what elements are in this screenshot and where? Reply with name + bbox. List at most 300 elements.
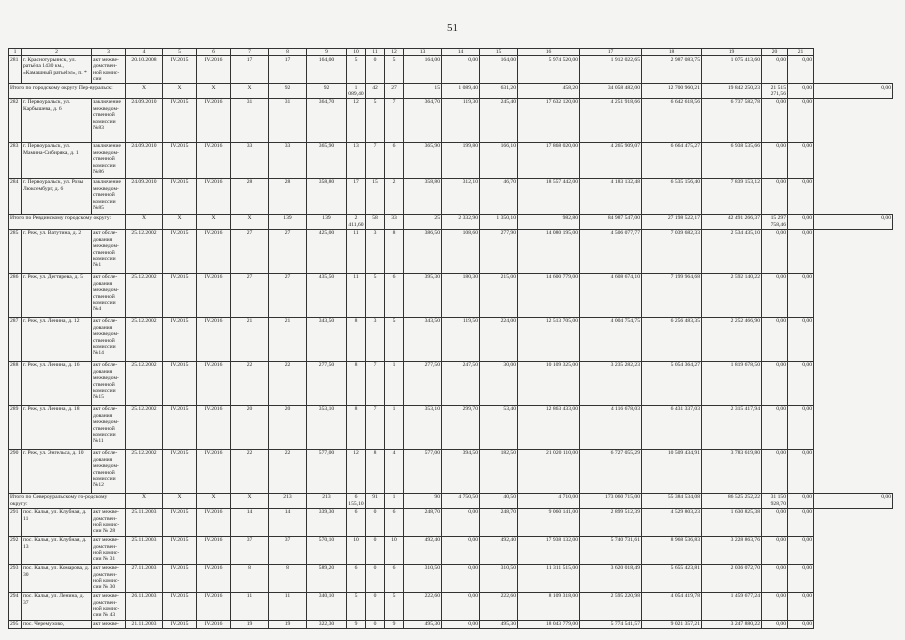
- table-cell: 5 974 520,00: [518, 56, 580, 84]
- table-cell: 277,90: [480, 229, 518, 273]
- table-cell: 31: [269, 98, 307, 142]
- table-cell: 12 700 960,21: [642, 84, 702, 99]
- table-cell: 28: [231, 178, 269, 214]
- table-row: [9, 56, 893, 84]
- table-cell: 6 664 475,27: [642, 142, 702, 178]
- table-row: [9, 508, 893, 536]
- row-number: 294: [9, 592, 22, 620]
- table-cell: 0,00: [788, 84, 814, 99]
- table-cell: 11 311 515,00: [518, 564, 580, 592]
- table-cell: 358,80: [404, 178, 442, 214]
- table-cell: 589,20: [307, 564, 347, 592]
- table-cell: 27: [269, 273, 307, 317]
- table-cell: IV.2015: [163, 56, 197, 84]
- table-cell: 222,60: [404, 592, 442, 620]
- row-number: 287: [9, 317, 22, 361]
- table-cell: X: [197, 84, 231, 99]
- table-cell: 17 868 020,00: [518, 142, 580, 178]
- table-cell: 1: [385, 493, 404, 508]
- table-cell: 25.11.2003: [126, 536, 163, 564]
- table-cell: X: [197, 493, 231, 508]
- table-cell: 4 710,00: [518, 493, 580, 508]
- table-cell: 577,00: [404, 449, 442, 493]
- table-cell: IV.2015: [163, 449, 197, 493]
- table-cell: 0,00: [814, 214, 893, 229]
- table-cell: акт обсле-дования межведом-ственной комиссии №4: [92, 273, 126, 317]
- table-cell: IV.2015: [163, 229, 197, 273]
- table-cell: 310,50: [480, 564, 518, 592]
- table-cell: 182,50: [480, 449, 518, 493]
- table-cell: IV.2016: [197, 229, 231, 273]
- table-cell: акт межве-домствен-ной комис-сии № 31: [92, 536, 126, 564]
- table-cell: 0,00: [788, 273, 814, 317]
- table-cell: IV.2016: [197, 273, 231, 317]
- table-cell: 55 384 534,08: [642, 493, 702, 508]
- row-number: 290: [9, 449, 22, 493]
- table-cell: 3 228 863,76: [702, 536, 762, 564]
- table-cell: 394,50: [442, 449, 480, 493]
- table-cell: 40,50: [480, 493, 518, 508]
- table-cell: 0: [366, 536, 385, 564]
- table-cell: 0,00: [788, 317, 814, 361]
- table-cell: 0,00: [762, 361, 788, 405]
- table-cell: 0,00: [762, 98, 788, 142]
- table-cell: 247,50: [442, 361, 480, 405]
- table-cell: 15: [366, 178, 385, 214]
- table-cell: 6 535 156,40: [642, 178, 702, 214]
- row-number: 295: [9, 620, 22, 628]
- table-cell: 0,00: [788, 508, 814, 536]
- table-cell: 1 350,10: [480, 214, 518, 229]
- table-cell: 8: [231, 564, 269, 592]
- table-cell: 11: [231, 592, 269, 620]
- table-cell: 6 642 618,56: [642, 98, 702, 142]
- header-row: [9, 49, 893, 56]
- column-number-header: 14: [442, 49, 480, 56]
- row-number: 291: [9, 508, 22, 536]
- table-cell: 364,70: [404, 98, 442, 142]
- table-cell: 8: [347, 361, 366, 405]
- table-row: [9, 98, 893, 142]
- table-cell: 1 630 825,38: [702, 508, 762, 536]
- table-cell: IV.2015: [163, 405, 197, 449]
- table-cell: IV.2015: [163, 361, 197, 405]
- table-cell: акт межве-: [92, 620, 126, 628]
- table-cell: заключение межведом-ственной комиссии №86: [92, 142, 126, 178]
- table-cell: 322,30: [307, 620, 347, 628]
- table-cell: 20: [231, 405, 269, 449]
- table-cell: 46,70: [480, 178, 518, 214]
- table-cell: 24.09.2010: [126, 142, 163, 178]
- data-table: [8, 48, 893, 629]
- column-number-header: 2: [22, 49, 92, 56]
- table-cell: 0,00: [762, 564, 788, 592]
- table-cell: 365,90: [404, 142, 442, 178]
- table-cell: IV.2016: [197, 536, 231, 564]
- table-cell: IV.2016: [197, 564, 231, 592]
- table-cell: 5 655 423,81: [642, 564, 702, 592]
- table-cell: IV.2015: [163, 592, 197, 620]
- table-cell: 0: [366, 564, 385, 592]
- table-cell: 5: [347, 56, 366, 84]
- table-cell: акт обсле-дования межведом-ственной комиссии №11: [92, 405, 126, 449]
- table-cell: 0,00: [442, 592, 480, 620]
- table-cell: 20: [269, 405, 307, 449]
- address-cell: г. Реж, ул. Энгельса, д. 10: [22, 449, 92, 493]
- address-cell: г. Краснотурьинск, ул. ратьёла 1430 км., «Камашный ратьеlэл», п. *: [22, 56, 92, 84]
- table-cell: 180,30: [442, 273, 480, 317]
- table-cell: 22: [231, 361, 269, 405]
- table-cell: 84 987 547,00: [580, 214, 642, 229]
- table-cell: 30,00: [480, 361, 518, 405]
- column-number-header: 20: [762, 49, 788, 56]
- subtotal-row: [9, 493, 893, 508]
- table-cell: 435,50: [307, 273, 347, 317]
- table-cell: IV.2016: [197, 405, 231, 449]
- table-cell: 27: [385, 84, 404, 99]
- table-cell: 15: [404, 84, 442, 99]
- table-cell: 277,50: [307, 361, 347, 405]
- table-cell: 0,00: [788, 564, 814, 592]
- table-cell: 21.11.2003: [126, 620, 163, 628]
- table-cell: 9: [385, 620, 404, 628]
- table-row: [9, 361, 893, 405]
- table-cell: акт межве-домствен-ной комис-сии № 28: [92, 508, 126, 536]
- table-cell: IV.2016: [197, 508, 231, 536]
- table-cell: 108,60: [442, 229, 480, 273]
- table-cell: 7 039 682,33: [642, 229, 702, 273]
- table-cell: 3 247 880,22: [702, 620, 762, 628]
- table-cell: 6: [347, 564, 366, 592]
- table-row: [9, 142, 893, 178]
- table-cell: 27: [269, 229, 307, 273]
- table-cell: IV.2015: [163, 508, 197, 536]
- table-cell: 5: [366, 98, 385, 142]
- table-cell: 5: [385, 56, 404, 84]
- table-cell: 11: [347, 229, 366, 273]
- table-cell: 4 054 419,78: [642, 592, 702, 620]
- address-cell: пос. Черемухово,: [22, 620, 92, 628]
- column-number-header: 6: [197, 49, 231, 56]
- table-cell: 6: [385, 508, 404, 536]
- table-cell: 15 297 758,46: [762, 214, 788, 229]
- table-cell: 5: [366, 273, 385, 317]
- table-cell: 0,00: [442, 536, 480, 564]
- table-cell: 492,40: [404, 536, 442, 564]
- table-cell: 34 058 482,00: [580, 84, 642, 99]
- table-cell: 33: [269, 142, 307, 178]
- column-number-header: 18: [642, 49, 702, 56]
- table-cell: 21 515 271,56: [762, 84, 788, 99]
- table-cell: 343,50: [307, 317, 347, 361]
- table-cell: 2 252 466,90: [702, 317, 762, 361]
- table-cell: 11: [269, 592, 307, 620]
- table-cell: 21: [269, 317, 307, 361]
- table-cell: 37: [269, 536, 307, 564]
- table-cell: IV.2016: [197, 317, 231, 361]
- column-number-header: 4: [126, 49, 163, 56]
- table-cell: 1: [385, 405, 404, 449]
- address-cell: г. Реж, ул. Ленина, д. 16: [22, 361, 92, 405]
- table-cell: IV.2016: [197, 98, 231, 142]
- subtotal-row: [9, 214, 893, 229]
- table-row: [9, 564, 893, 592]
- table-cell: 18 557 442,00: [518, 178, 580, 214]
- table-cell: 6 256 483,35: [642, 317, 702, 361]
- table-cell: 37: [231, 536, 269, 564]
- table-cell: 631,20: [480, 84, 518, 99]
- table-cell: 86 525 252,22: [702, 493, 762, 508]
- table-row: [9, 178, 893, 214]
- table-cell: 5: [385, 592, 404, 620]
- table-cell: 9: [347, 620, 366, 628]
- table-cell: 25.12.2002: [126, 361, 163, 405]
- table-cell: 22: [231, 449, 269, 493]
- table-cell: IV.2016: [197, 56, 231, 84]
- table-body: [9, 56, 893, 629]
- table-cell: 8 109 318,00: [518, 592, 580, 620]
- address-cell: пос. Калья, ул. Ленина, д. 37: [22, 592, 92, 620]
- table-cell: 7: [366, 142, 385, 178]
- table-cell: 0,00: [788, 592, 814, 620]
- row-number: 283: [9, 142, 22, 178]
- table-cell: 119,50: [442, 317, 480, 361]
- table-cell: X: [197, 214, 231, 229]
- table-row: [9, 273, 893, 317]
- table-cell: 7: [366, 361, 385, 405]
- row-number: 285: [9, 229, 22, 273]
- table-cell: 12 863 433,00: [518, 405, 580, 449]
- table-cell: IV.2015: [163, 142, 197, 178]
- table-cell: 4 004 754,75: [580, 317, 642, 361]
- table-cell: 365,90: [307, 142, 347, 178]
- table-cell: X: [163, 493, 197, 508]
- table-cell: 11: [347, 273, 366, 317]
- table-row: [9, 405, 893, 449]
- column-number-header: 16: [518, 49, 580, 56]
- table-cell: 248,70: [480, 508, 518, 536]
- table-cell: 570,10: [307, 536, 347, 564]
- table-cell: 25.11.2003: [126, 508, 163, 536]
- table-cell: X: [163, 84, 197, 99]
- table-cell: 5: [385, 317, 404, 361]
- table-cell: 13: [347, 142, 366, 178]
- table-cell: 1 459 677,24: [702, 592, 762, 620]
- table-cell: 10 509 434,91: [642, 449, 702, 493]
- table-cell: 0,00: [788, 361, 814, 405]
- table-cell: 7 199 964,68: [642, 273, 702, 317]
- subtotal-label: Итого по Североуральскому го-родскому округу:: [9, 493, 126, 508]
- table-cell: 3 235 282,23: [580, 361, 642, 405]
- table-cell: 28: [269, 178, 307, 214]
- table-cell: 22: [269, 449, 307, 493]
- table-cell: акт межве-домствен-ной комис-сии № 30: [92, 564, 126, 592]
- subtotal-label: Итого по Ревдинскому городскому округу:: [9, 214, 126, 229]
- table-cell: 0: [366, 56, 385, 84]
- table-cell: 213: [307, 493, 347, 508]
- table-cell: 0,00: [814, 493, 893, 508]
- table-cell: 27: [231, 229, 269, 273]
- table-cell: 0,00: [788, 229, 814, 273]
- address-cell: г. Реж, ул. Дегтярева, д. 5: [22, 273, 92, 317]
- table-cell: 2 987 083,75: [642, 56, 702, 84]
- table-cell: 33: [231, 142, 269, 178]
- table-cell: 2: [385, 178, 404, 214]
- table-cell: 31: [231, 98, 269, 142]
- table-cell: 42: [366, 84, 385, 99]
- table-cell: X: [231, 214, 269, 229]
- table-row: [9, 449, 893, 493]
- table-cell: 42 491 266,37: [702, 214, 762, 229]
- table-cell: 340,10: [307, 592, 347, 620]
- table-cell: 199,80: [442, 142, 480, 178]
- table-cell: 0,00: [762, 592, 788, 620]
- address-cell: г. Реж, ул. Ленина, д. 12: [22, 317, 92, 361]
- table-cell: 425,00: [307, 229, 347, 273]
- table-cell: 4 265 909,07: [580, 142, 642, 178]
- table-cell: IV.2015: [163, 536, 197, 564]
- table-cell: 4 750,50: [442, 493, 480, 508]
- table-cell: 0,00: [814, 84, 893, 99]
- table-cell: X: [163, 214, 197, 229]
- table-cell: 58: [366, 214, 385, 229]
- table-cell: 0,00: [788, 449, 814, 493]
- table-cell: X: [126, 214, 163, 229]
- table-cell: 25.12.2002: [126, 229, 163, 273]
- column-number-header: 12: [385, 49, 404, 56]
- table-cell: 982,80: [518, 214, 580, 229]
- table-cell: 245,40: [480, 98, 518, 142]
- table-cell: 395,30: [404, 273, 442, 317]
- table-cell: 10: [347, 536, 366, 564]
- table-cell: 4 116 678,03: [580, 405, 642, 449]
- table-cell: 8: [347, 405, 366, 449]
- table-cell: X: [126, 84, 163, 99]
- table-cell: 6: [385, 273, 404, 317]
- table-cell: 0,00: [762, 142, 788, 178]
- table-cell: заключение межведом-ственной комиссии №83: [92, 98, 126, 142]
- table-cell: 312,10: [442, 178, 480, 214]
- table-cell: IV.2016: [197, 592, 231, 620]
- table-cell: 17: [347, 178, 366, 214]
- table-cell: 0,00: [762, 317, 788, 361]
- table-cell: 0,00: [762, 620, 788, 628]
- table-cell: 24.09.2010: [126, 178, 163, 214]
- table-cell: 2 332,90: [442, 214, 480, 229]
- table-row: [9, 536, 893, 564]
- row-number: 286: [9, 273, 22, 317]
- table-cell: 0,00: [762, 405, 788, 449]
- table-cell: 224,00: [480, 317, 518, 361]
- table-cell: 91: [366, 493, 385, 508]
- address-cell: г. Реж, ул. Ленина, д. 18: [22, 405, 92, 449]
- column-number-header: 3: [92, 49, 126, 56]
- table-cell: 0,00: [788, 98, 814, 142]
- column-number-header: 15: [480, 49, 518, 56]
- table-cell: 339,30: [307, 508, 347, 536]
- table-cell: 14: [269, 508, 307, 536]
- row-number: 282: [9, 98, 22, 142]
- table-cell: 20.10.2008: [126, 56, 163, 84]
- column-number-header: 1: [9, 49, 22, 56]
- table-cell: 2 036 072,70: [702, 564, 762, 592]
- table-cell: 0,00: [762, 229, 788, 273]
- table-cell: 0,00: [762, 536, 788, 564]
- table-cell: 0,00: [762, 273, 788, 317]
- table-cell: 21: [231, 317, 269, 361]
- table-cell: 577,00: [307, 449, 347, 493]
- table-cell: 17: [269, 56, 307, 84]
- column-number-header: 8: [269, 49, 307, 56]
- table-cell: акт межве-домствен-ной комис-сии: [92, 56, 126, 84]
- column-number-header: 11: [366, 49, 385, 56]
- table-cell: 0,00: [788, 536, 814, 564]
- table-cell: заключение межведом-ственной комиссии №85: [92, 178, 126, 214]
- table-cell: 27: [231, 273, 269, 317]
- table-cell: 7: [385, 98, 404, 142]
- table-cell: IV.2016: [197, 620, 231, 628]
- page-number: 51: [447, 22, 458, 34]
- table-cell: 139: [269, 214, 307, 229]
- table-cell: X: [231, 84, 269, 99]
- table-cell: 2 595 220,98: [580, 592, 642, 620]
- table-cell: 90: [404, 493, 442, 508]
- table-cell: 0,00: [788, 620, 814, 628]
- table-cell: 14 080 195,00: [518, 229, 580, 273]
- address-cell: пос. Калья, ул. Клубная, д. 11: [22, 508, 92, 536]
- table-cell: 14: [231, 508, 269, 536]
- table-cell: 2 315 417,94: [702, 405, 762, 449]
- column-number-header: 5: [163, 49, 197, 56]
- table-cell: IV.2015: [163, 273, 197, 317]
- table-cell: 12: [347, 98, 366, 142]
- table-cell: IV.2015: [163, 564, 197, 592]
- table-cell: 0,00: [788, 405, 814, 449]
- table-cell: 364,70: [307, 98, 347, 142]
- row-number: 293: [9, 564, 22, 592]
- table-cell: 492,40: [480, 536, 518, 564]
- table-cell: 0,00: [442, 564, 480, 592]
- row-number: 284: [9, 178, 22, 214]
- table-cell: 8: [385, 229, 404, 273]
- table-cell: акт межве-домствен-ной комис-сии № 43: [92, 592, 126, 620]
- table-cell: 2 411,60: [348, 215, 364, 228]
- table-cell: 0,00: [762, 56, 788, 84]
- table-cell: 6 431 337,03: [642, 405, 702, 449]
- column-number-header: 10: [347, 49, 366, 56]
- table-cell: 4 251 918,66: [580, 98, 642, 142]
- table-cell: 343,50: [404, 317, 442, 361]
- table-cell: 6 737 582,78: [702, 98, 762, 142]
- column-number-header: 13: [404, 49, 442, 56]
- table-cell: 19 842 250,23: [702, 84, 762, 99]
- table-cell: 6 727 055,29: [580, 449, 642, 493]
- table-cell: 17 938 132,00: [518, 536, 580, 564]
- table-cell: IV.2015: [163, 620, 197, 628]
- table-row: [9, 229, 893, 273]
- table-cell: 4 506 077,77: [580, 229, 642, 273]
- table-cell: 2 592 140,22: [702, 273, 762, 317]
- table-cell: 53,40: [480, 405, 518, 449]
- table-cell: 33: [385, 214, 404, 229]
- table-cell: 0,00: [442, 508, 480, 536]
- table-cell: 0: [366, 592, 385, 620]
- table-cell: 0,00: [788, 214, 814, 229]
- table-cell: IV.2015: [163, 178, 197, 214]
- table-cell: 5 054 364,27: [642, 361, 702, 405]
- table-cell: 215,00: [480, 273, 518, 317]
- table-cell: 4 183 132,48: [580, 178, 642, 214]
